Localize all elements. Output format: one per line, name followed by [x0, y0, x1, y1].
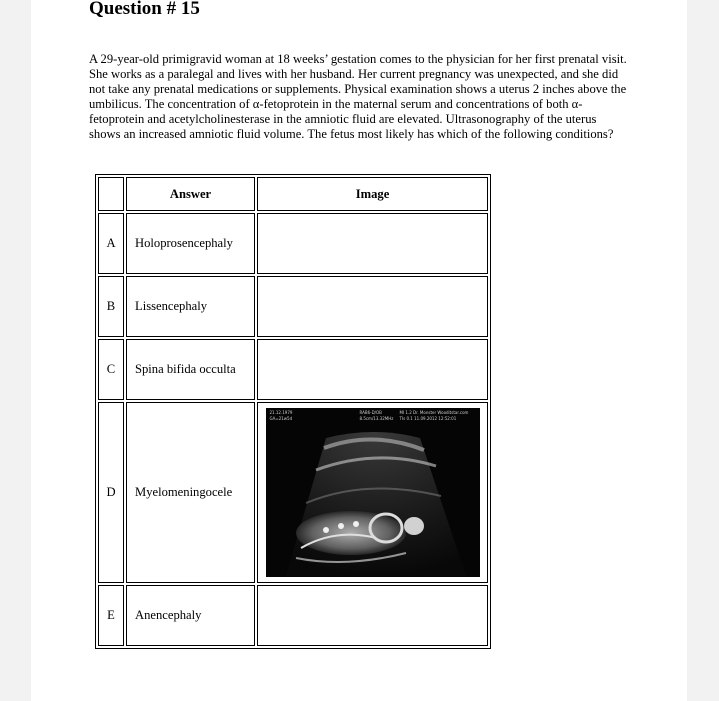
option-letter: C [98, 339, 124, 400]
option-image-cell [257, 402, 488, 583]
us-index: MI 1.2 Dr. Monster Wooditstar.com [399, 410, 469, 415]
page-title: Question # 15 [89, 0, 200, 19]
option-image-cell [257, 585, 488, 646]
us-gestational-age: GA=21w5d [269, 416, 293, 421]
option-letter: E [98, 585, 124, 646]
us-timestamp: TIs 0.1 11.09.2012 12:52:01 [399, 416, 457, 421]
option-answer: Myelomeningocele [126, 402, 255, 583]
ultrasound-image [266, 408, 480, 577]
us-probe: RAB6-D/OB [359, 410, 382, 415]
ultrasound-scan-graphic [266, 408, 480, 577]
option-answer: Lissencephaly [126, 276, 255, 337]
table-row [98, 339, 488, 400]
header-image: Image [257, 177, 488, 211]
table-row [98, 276, 488, 337]
header-letter-cell [98, 177, 124, 211]
option-answer: Anencephaly [126, 585, 255, 646]
option-letter: A [98, 213, 124, 274]
option-image-cell [257, 339, 488, 400]
table-row [98, 585, 488, 646]
option-image-cell [257, 213, 488, 274]
option-answer: Holoprosencephaly [126, 213, 255, 274]
table-row [98, 402, 488, 583]
option-letter: D [98, 402, 124, 583]
us-depth: 8.5cm/13.32MHz [359, 416, 394, 421]
document-page [31, 0, 687, 701]
option-answer: Spina bifida occulta [126, 339, 255, 400]
table-header-row [98, 177, 488, 211]
header-answer: Answer [126, 177, 255, 211]
option-letter: B [98, 276, 124, 337]
answer-table [95, 174, 491, 649]
table-row [98, 213, 488, 274]
question-text: A 29-year-old primigravid woman at 18 weeks’ gestation comes to the physician for her first prenatal visit. She works as a paralegal and lives with her husband. Her current pregnancy was unexpected, and she did not take any prenatal medications or supplements. Physical examination shows a uterus 2 inches above the umbilicus. The concentration of α-fetoprotein in the maternal serum and concentrations of both α-fetoprotein and acetylcholinesterase in the amniotic fluid are elevated. Ultrasonography of the uterus shows an increased amniotic fluid volume. The fetus most likely has which of the following conditions? [89, 52, 627, 141]
us-date: 21.12.1979 [269, 410, 293, 415]
option-image-cell [257, 276, 488, 337]
